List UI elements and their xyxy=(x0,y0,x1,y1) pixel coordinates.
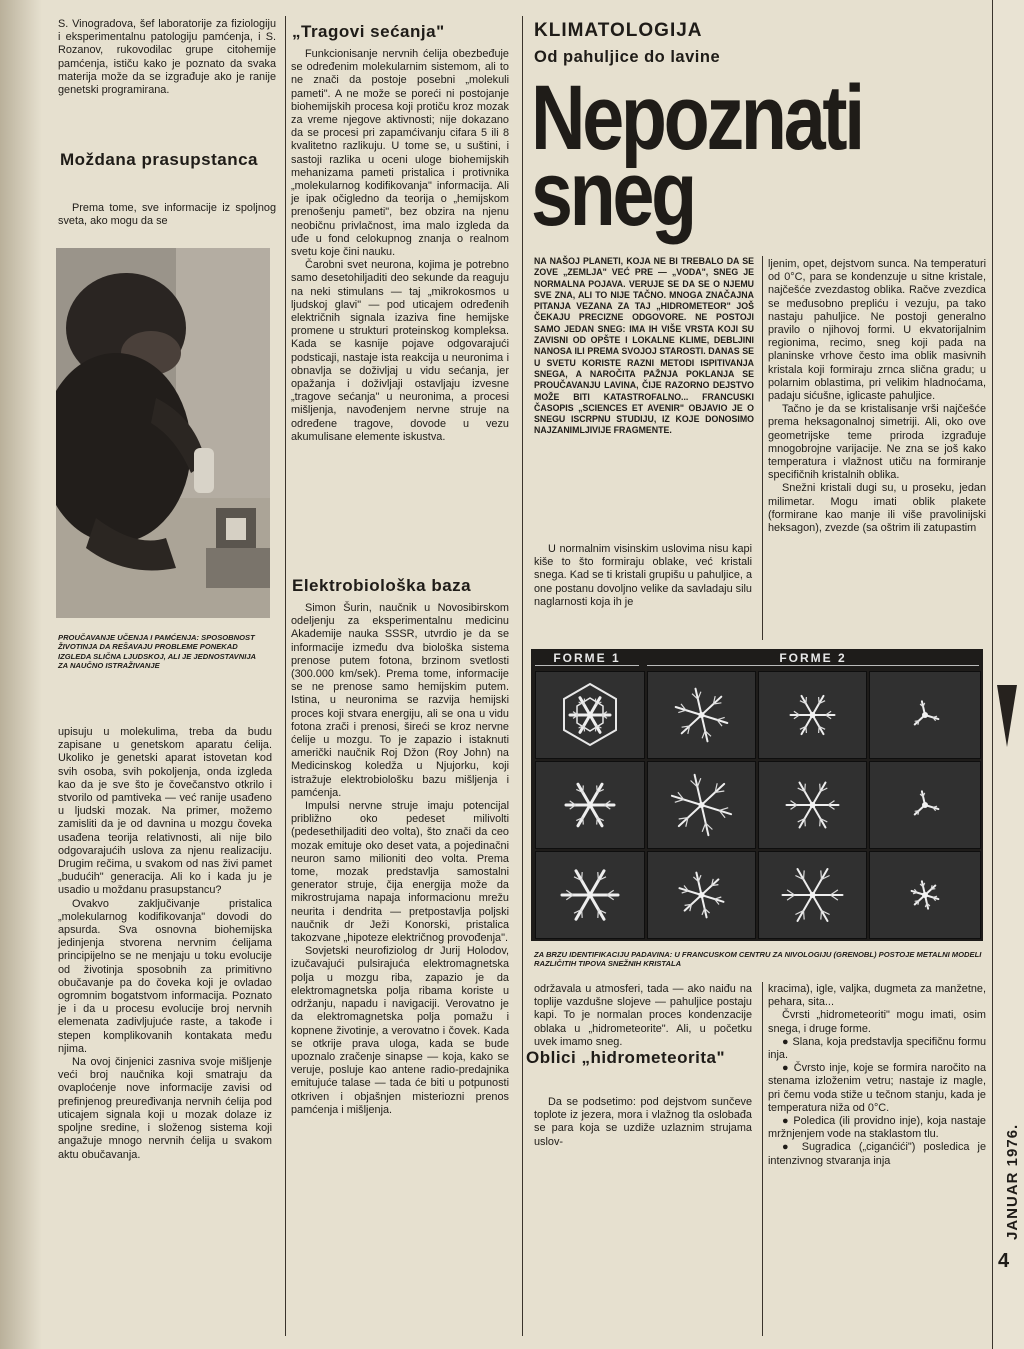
body-paragraph: Sovjetski neurofiziolog dr Jurij Holodov, izučavajući pulsirajuća elektromagnetska polja u mozgu riba, zapazio je da elektromagnetska polja ribama koriste u održanju, napadu i navigaciji. Verovatno je da elektromagnetska polja pomažu i kopnene životinje, a verovatno i čovek. Kada se otkrije prava uloga, kada se bude upoznalo zračenje sinapse — koja, kako se veruje, posluje kao antene radio-predajnika emitujuće talase — tada će biti u potpunosti otkriven i objašnjen misteriozni prenos pamćenja i mišljenja. xyxy=(291,945,509,1116)
kicker-klimatologija: KLIMATOLOGIJA xyxy=(534,20,703,41)
bullet-item: ● Poledica (ili providno inje), koja nastaje mržnjenjem vode na staklastom tlu. xyxy=(768,1115,986,1141)
column-1-body xyxy=(58,726,272,1162)
page-number: 4 xyxy=(998,1250,1010,1272)
column-1-lead xyxy=(58,202,276,228)
bullet-dot-icon: ● xyxy=(782,1035,789,1048)
snow-crystal-tile xyxy=(647,761,756,849)
body-paragraph: Čvrsti „hidrometeoriti" mogu imati, osim snega, i druge forme. xyxy=(768,1009,986,1035)
bullet-item: ● Slana, koja predstavlja specifičnu formu inja. xyxy=(768,1035,987,1062)
snow-crystal-tile xyxy=(647,851,756,939)
column-2-lower xyxy=(291,602,509,1117)
forme-1-label: FORME 1 xyxy=(535,651,639,666)
column-rule xyxy=(762,982,763,1336)
snow-crystal-tile xyxy=(535,851,645,939)
snow-crystal-tile xyxy=(869,671,981,759)
column-rule xyxy=(762,256,763,640)
lead-paragraph: Prema tome, sve informacije iz spoljnog sveta, ako mogu da se xyxy=(58,202,276,228)
snow-crystal-tile xyxy=(647,671,756,759)
bullet-item: ● Sugradica („ciganćići") posledica je intenzivnog stvaranja inja xyxy=(768,1141,987,1167)
body-paragraph: Na ovoj činjenici zasniva svoje mišljenje veći broj naučnika koji smatraju da ovaploćenje nove informacije zavisi od prefinjenog preuređivanja nervnih ćelija pod uticajem signala koji u mozak dolaze iz spoljne sredine, i složenog sistema koji angažuje mnogo nervnih ćelija u svakom aktu obučavanja. xyxy=(58,1056,272,1161)
column-2 xyxy=(291,48,509,444)
article-title-line2: sneg xyxy=(531,143,694,245)
bullet-item: ● Čvrsto inje, koje se formira naročito na stenama izloženim vetru; nastaje iz magle, pri čemu voda stiže u tečnom stanju, kada je temperatura niža od 0°C. xyxy=(768,1062,987,1114)
body-paragraph: U normalnim visinskim uslovima nisu kapi kiše to što formiraju oblake, već kristali snega. Kad se ti kristali grupišu u pahuljice, a one postanu dovoljno velike da savladaju silu naglarnosti koja ih je xyxy=(534,543,752,608)
intro-paragraph: S. Vinogradova, šef laboratorije za fiziologiju i eksperimentalnu patologiju pamćenja, i S. Rozanov, rukovodilac grupe citohemije pamćenja, ističu kako je poznato da svaka materija može da se izgrađuje ako je ranije genetski programirana. xyxy=(58,18,276,97)
snow-crystal-tile xyxy=(758,671,867,759)
heading-mozdana: Moždana prasupstanca xyxy=(60,150,258,169)
bullet-dot-icon: ● xyxy=(782,1062,790,1075)
article-subtitle: Od pahuljice do lavine xyxy=(534,48,721,66)
snow-crystal-figure xyxy=(531,649,983,941)
heading-elektrobioloska: Elektrobiološka baza xyxy=(292,576,472,595)
column-3-bottom xyxy=(534,1096,752,1149)
snow-crystal-tile xyxy=(535,671,645,759)
body-paragraph: ljenim, opet, dejstvom sunca. Na temperaturi od 0°C, para se kondenzuje u sitne kristale, najčešće zvezdastog oblika. Račve zvezdica se međusobno prepliću i vezuju, pa tako nastaju pahuljice. Ne postoji generalno pravilo o njihovoj formi. U ekvatorijalnim regionima, recimo, sneg koji pada na planinske vrhove često ima oblik masivnih kristala koji formiraju zrnca slična gradu; u polarnim oblastima, pri velikim hladnoćama, padaju sićušne, iglicaste pahuljice. xyxy=(768,258,986,403)
column-rule xyxy=(285,16,286,1336)
snow-crystal-tile xyxy=(869,851,981,939)
heading-tragovi: „Tragovi sećanja" xyxy=(292,22,445,41)
article-title-line1: Nepoznati xyxy=(531,67,862,169)
column-3-lower xyxy=(534,983,752,1049)
bullet-dot-icon: ● xyxy=(782,1115,790,1128)
column-4-lower xyxy=(768,983,986,1168)
body-paragraph: Ovakvo zaključivanje pristalica „molekularnog kodifikovanja" dovodi do apsurda. Sva osnovna biohemijska jedinjenja stvorena nervnim ćelijama principijelno se ne menjaju u toku evolucije od životinja sposobnih za primitivno obučavanje pa do čoveka koji je ovladao ogromnim bogatstvom informacija. Poznato je i da u procesu evolucije broj nervnih elemenata zadivljujuće raste, a takođe i stepen komplikovanih kontakata među njima. xyxy=(58,897,272,1055)
forme-2-label: FORME 2 xyxy=(647,651,979,666)
edge-arrow-icon xyxy=(997,685,1017,747)
body-paragraph: Da se podsetimo: pod dejstvom sunčeve toplote iz jezera, mora i vlažnog tla oslobađa se para koja se uzdiže uzlaznim strujama uslov- xyxy=(534,1096,752,1148)
issue-date: JANUAR 1976. xyxy=(1004,1123,1021,1240)
figure-caption: ZA BRZU IDENTIFIKACIJU PADAVINA: U FRANCUSKOM CENTRU ZA NIVOLOGIJU (GRENOBL) POSTOJE METALNI MODELI RAZLIČITIH TIPOVA SNEŽNIH KRISTALA xyxy=(534,950,982,969)
bullet-dot-icon: ● xyxy=(782,1141,794,1154)
column-1-top xyxy=(58,18,276,97)
column-3-top xyxy=(534,543,752,609)
body-paragraph: Snežni kristali dugi su, u proseku, jedan milimetar. Mogu imati oblik plakete (formirane kao manje ili više pravolinijski heksagon), zvezde (sa oštrim ili zatupastim xyxy=(768,482,986,535)
photo-caption: PROUČAVANJE UČENJA I PAMĆENJA: SPOSOBNOST ŽIVOTINJA DA REŠAVAJU PROBLEME PONEKAD IZGLEDA SLIČNA LJUDSKOJ, ALI JE JEDNOSTAVNIJA ZA NAUČNO ISTRAŽIVANJE xyxy=(58,633,256,671)
body-paragraph: Čarobni svet neurona, kojima je potrebno samo desetohiljaditi deo sekunde da reaguju na neki stimulans — taj „mikrokosmos u ljudskoj glavi" — pod uticajem određenih električnih signala izaziva fine hemijske promene u strukturi proteinskog kompleksa. Kada se kasnije pojave odgovarajući podsticaji, nastaje ista reakcija u neuronima i obnavlja se doživljaj u vidu sećanja, jer opažanja i doživljaji ostavljaju izvesne „tragove sećanja" u neuronima, a procesi mišljenja, navođenjem nervne struje na određene tragove, dovode u vezu akumulisane elemente iskustva. xyxy=(291,259,509,443)
body-paragraph: Simon Šurin, naučnik u Novosibirskom odeljenju za eksperimentalnu medicinu Akademije nauka SSSR, utvrdio je da se informacije između dva biološka sistema prenose putem fotona, brzinom svetlosti (300.000 km/sek). Prema tome, informacije se ne prenose samo hemijskim putem. Istina, u neuronima se razvija hemijski proces koji stvara energiju, ali se ona u vidu fotona zrači i prenosi, šireći se kroz nervne ćelije u mozgu. To je zapazio i istaknuti američki naučnik Roj Džon (Roy John) na Medicinskog koledža u Njujorku, koji istražuje elektrobiološku bazu mišljenja i pamćenja. xyxy=(291,602,509,799)
snow-crystal-tile xyxy=(758,761,867,849)
body-paragraph: Tačno je da se kristalisanje vrši najčešće prema heksagonalnoj simetriji. Ali, oko ove geometrijske teme priroda izgrađuje mnogobrojne varijacije. Ne zna se još kako temperatura i vlažnost utiču na formiranje specifičnih kristalnih oblika. xyxy=(768,403,986,482)
snow-crystal-tile xyxy=(758,851,867,939)
snow-crystal-tile xyxy=(535,761,645,849)
column-rule xyxy=(522,16,523,1336)
heading-oblici: Oblici „hidrometeorita" xyxy=(526,1048,726,1067)
body-paragraph: upisuju u molekulima, treba da budu zapisane u genetskom aparatu ćelija. Ukoliko je genetski aparat istovetan kod svih osoba, svih pokoljenja, onda izgleda kao da je sve što je čovečanstvo otkrilo i stvorilo od pamtiveka — već ranije usađeno u ljudski mozak. Na primer, možemo zamisliti da je od davnina u mozgu čoveka usađena teorija relativnosti, ali nije bilo odgovarajućih uslova za njenu realizaciju. Drugim rečima, u svakom od nas živi pamet „budućih" generacija. Ali ko i kada ju je usadio u moždanu prasupstancu? xyxy=(58,726,272,897)
body-paragraph: Impulsi nervne struje imaju potencijal približno oko pedeset milivolti (pedesethiljaditi deo volta), što znači da ceo mozak emituje oko deset vata, a pojedinačni neuron samo milioniti deo volta. Prema tome, mozak predstavlja samostalni generator struje, čija energija može da mikrostrujama napaja informacionu mrežu neurita i dendrita — pretpostavlja poljski naučnik dr Ježi Konorski, pristalica takozvane „hipoteze električnog provođenja". xyxy=(291,800,509,945)
page-gutter-shadow xyxy=(0,0,42,1349)
column-4-top xyxy=(768,258,986,535)
body-paragraph: održavala u atmosferi, tada — ako naiđu na toplije vazdušne slojeve — pahuljice postaju kapi. To je normalan proces kondenzacije oblaka u „hidrometeorite". Ali, u početku uvek imamo sneg. xyxy=(534,983,752,1048)
chimpanzee-photo xyxy=(56,248,270,618)
body-paragraph: kracima), igle, valjka, dugmeta za manžetne, pehara, sita... xyxy=(768,983,986,1009)
body-paragraph: Funkcionisanje nervnih ćelija obezbeđuje se određenim molekularnim sistemom, ali to ne znači da postoje posebni „molekuli pameti". A ne može se poreći ni postojanje biohemijskih procesa koji protiču kroz mozak za vreme njegove aktivnosti; nije dokazano da se procesi pri zapamćivanju cifara 5 ili 8 kvalitetno razlikuju. U tome se, u suštini, i sastoji razlika u oceni uloge biohemijskih mehanizama pameti pristalica i protivnika „molekularnog kodifikovanja" informacija. Ali je ipak očigledno da teorija o „hemijskom prenošenju pameti", bez obzira na njenu neobičnu privlačnost, ima malo izgleda da uđe u fond celokupnog znanja o realnom svetu koje čini nauku. xyxy=(291,48,509,259)
lead-uppercase: NA NAŠOJ PLANETI, KOJA NE BI TREBALO DA SE ZOVE „ZEMLJA" VEĆ PRE — „VODA", SNEG JE NORMALNA POJAVA. VERUJE SE DA SE O NJEMU SVE ZNA, ALI TO NIJE TAČNO. MNOGA ZNAČAJNA PITANJA VEZANA ZA TAJ „HIDROMETEOR" JOŠ ČEKAJU PRECIZNE ODGOVORE. NE POSTOJI SAMO JEDAN SNEG: IMA IH VIŠE VRSTA KOJI SU ZAVISNI OD OPŠTE I LOKALNE KLIME, DEBLJINI NANOSA ILI PREMA SVOJOJ STAROSTI. DANAS SE U SVETU KORISTE RAZNI METODI ISPITIVANJA SNEGA, A NAROČITA PAŽNJA POKLANJA SE PROUČAVANJU LAVINA, ČIJE RAZORNO DEJSTVO MOŽE BITI KATASTROFALNO... FRANCUSKI ČASOPIS „SCIENCES ET AVENIR" OBJAVIO JE O SNEGU ISCRPNU STUDIJU, IZ KOJE DONOSIMO NAJZANIMLJIVIJE FRAGMENTE. xyxy=(534,256,754,436)
snow-crystal-tile xyxy=(869,761,981,849)
